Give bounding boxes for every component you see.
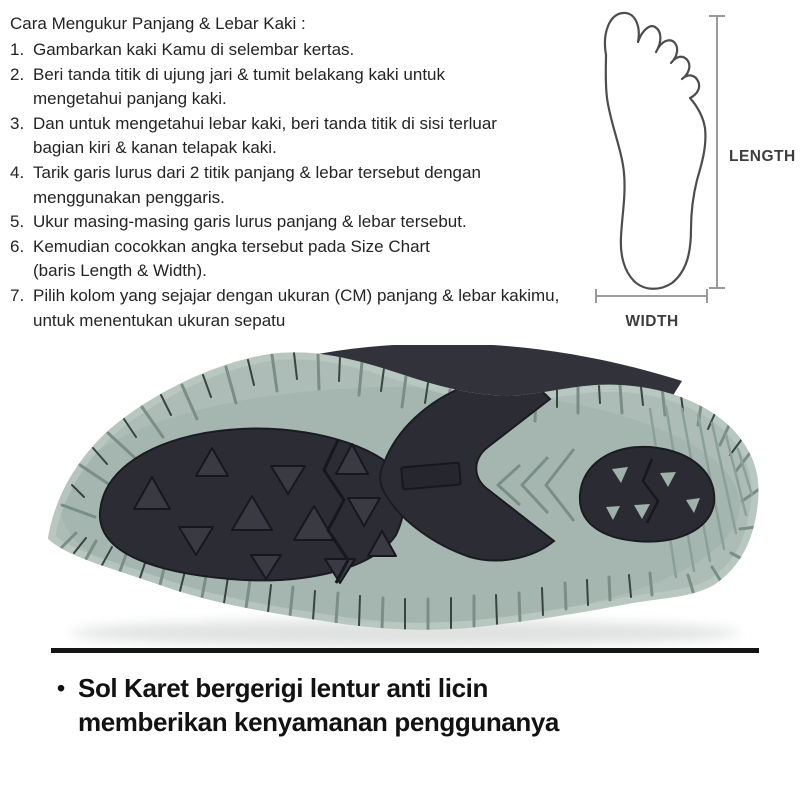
instructions-title: Cara Mengukur Panjang & Lebar Kaki : [10,14,306,33]
heel-tread-pad [580,447,714,542]
length-label: LENGTH [729,148,796,165]
step-number: 2. [10,64,25,84]
step-line: mengetahui panjang kaki. [33,89,227,109]
step-line: bagian kiri & kanan telapak kaki. [33,138,277,158]
step-line: Tarik garis lurus dari 2 titik panjang & lebar tersebut dengan [33,162,481,182]
length-measure-line [709,16,725,288]
instruction-step-1 [10,38,595,63]
step-number: 1. [10,40,25,59]
instruction-step-4 [10,161,595,210]
feature-line: Sol Karet bergerigi lentur anti licin [78,673,488,703]
foot-outline [605,13,705,289]
feature-bullet-text [57,671,559,739]
step-line: Ukur masing-masing garis lurus panjang & lebar tersebut. [33,212,467,232]
measure-instructions [10,10,595,333]
sole-photo [0,345,800,650]
width-measure-line [596,289,707,303]
step-number: 6. [10,236,25,256]
width-label: WIDTH [625,313,679,330]
step-line: Kemudian cocokkan angka tersebut pada Size Chart [33,236,430,256]
instruction-step-7 [10,284,595,333]
bar-lug [401,463,461,490]
foot-diagram [560,0,800,340]
step-line: menggunakan penggaris. [33,187,225,207]
step-number: 5. [10,212,25,232]
step-line: Dan untuk mengetahui lebar kaki, beri tanda titik di sisi terluar [33,113,497,133]
step-line: Gambarkan kaki Kamu di selembar kertas. [33,40,355,59]
divider-line [51,648,759,653]
step-number: 7. [10,285,25,305]
feature-line: memberikan kenyamanan penggunanya [78,707,559,737]
instruction-step-6 [10,235,595,284]
step-line: untuk menentukan ukuran sepatu [33,310,286,330]
step-line: (baris Length & Width). [33,261,207,281]
step-number: 4. [10,162,25,182]
instruction-step-3 [10,112,595,161]
bullet-glyph: • [57,675,65,701]
step-line: Pilih kolom yang sejajar dengan ukuran (CM) panjang & lebar kakimu, [33,285,560,305]
instruction-step-5 [10,210,595,235]
step-number: 3. [10,113,25,133]
instruction-step-2 [10,63,595,112]
step-line: Beri tanda titik di ujung jari & tumit belakang kaki untuk [33,64,446,84]
